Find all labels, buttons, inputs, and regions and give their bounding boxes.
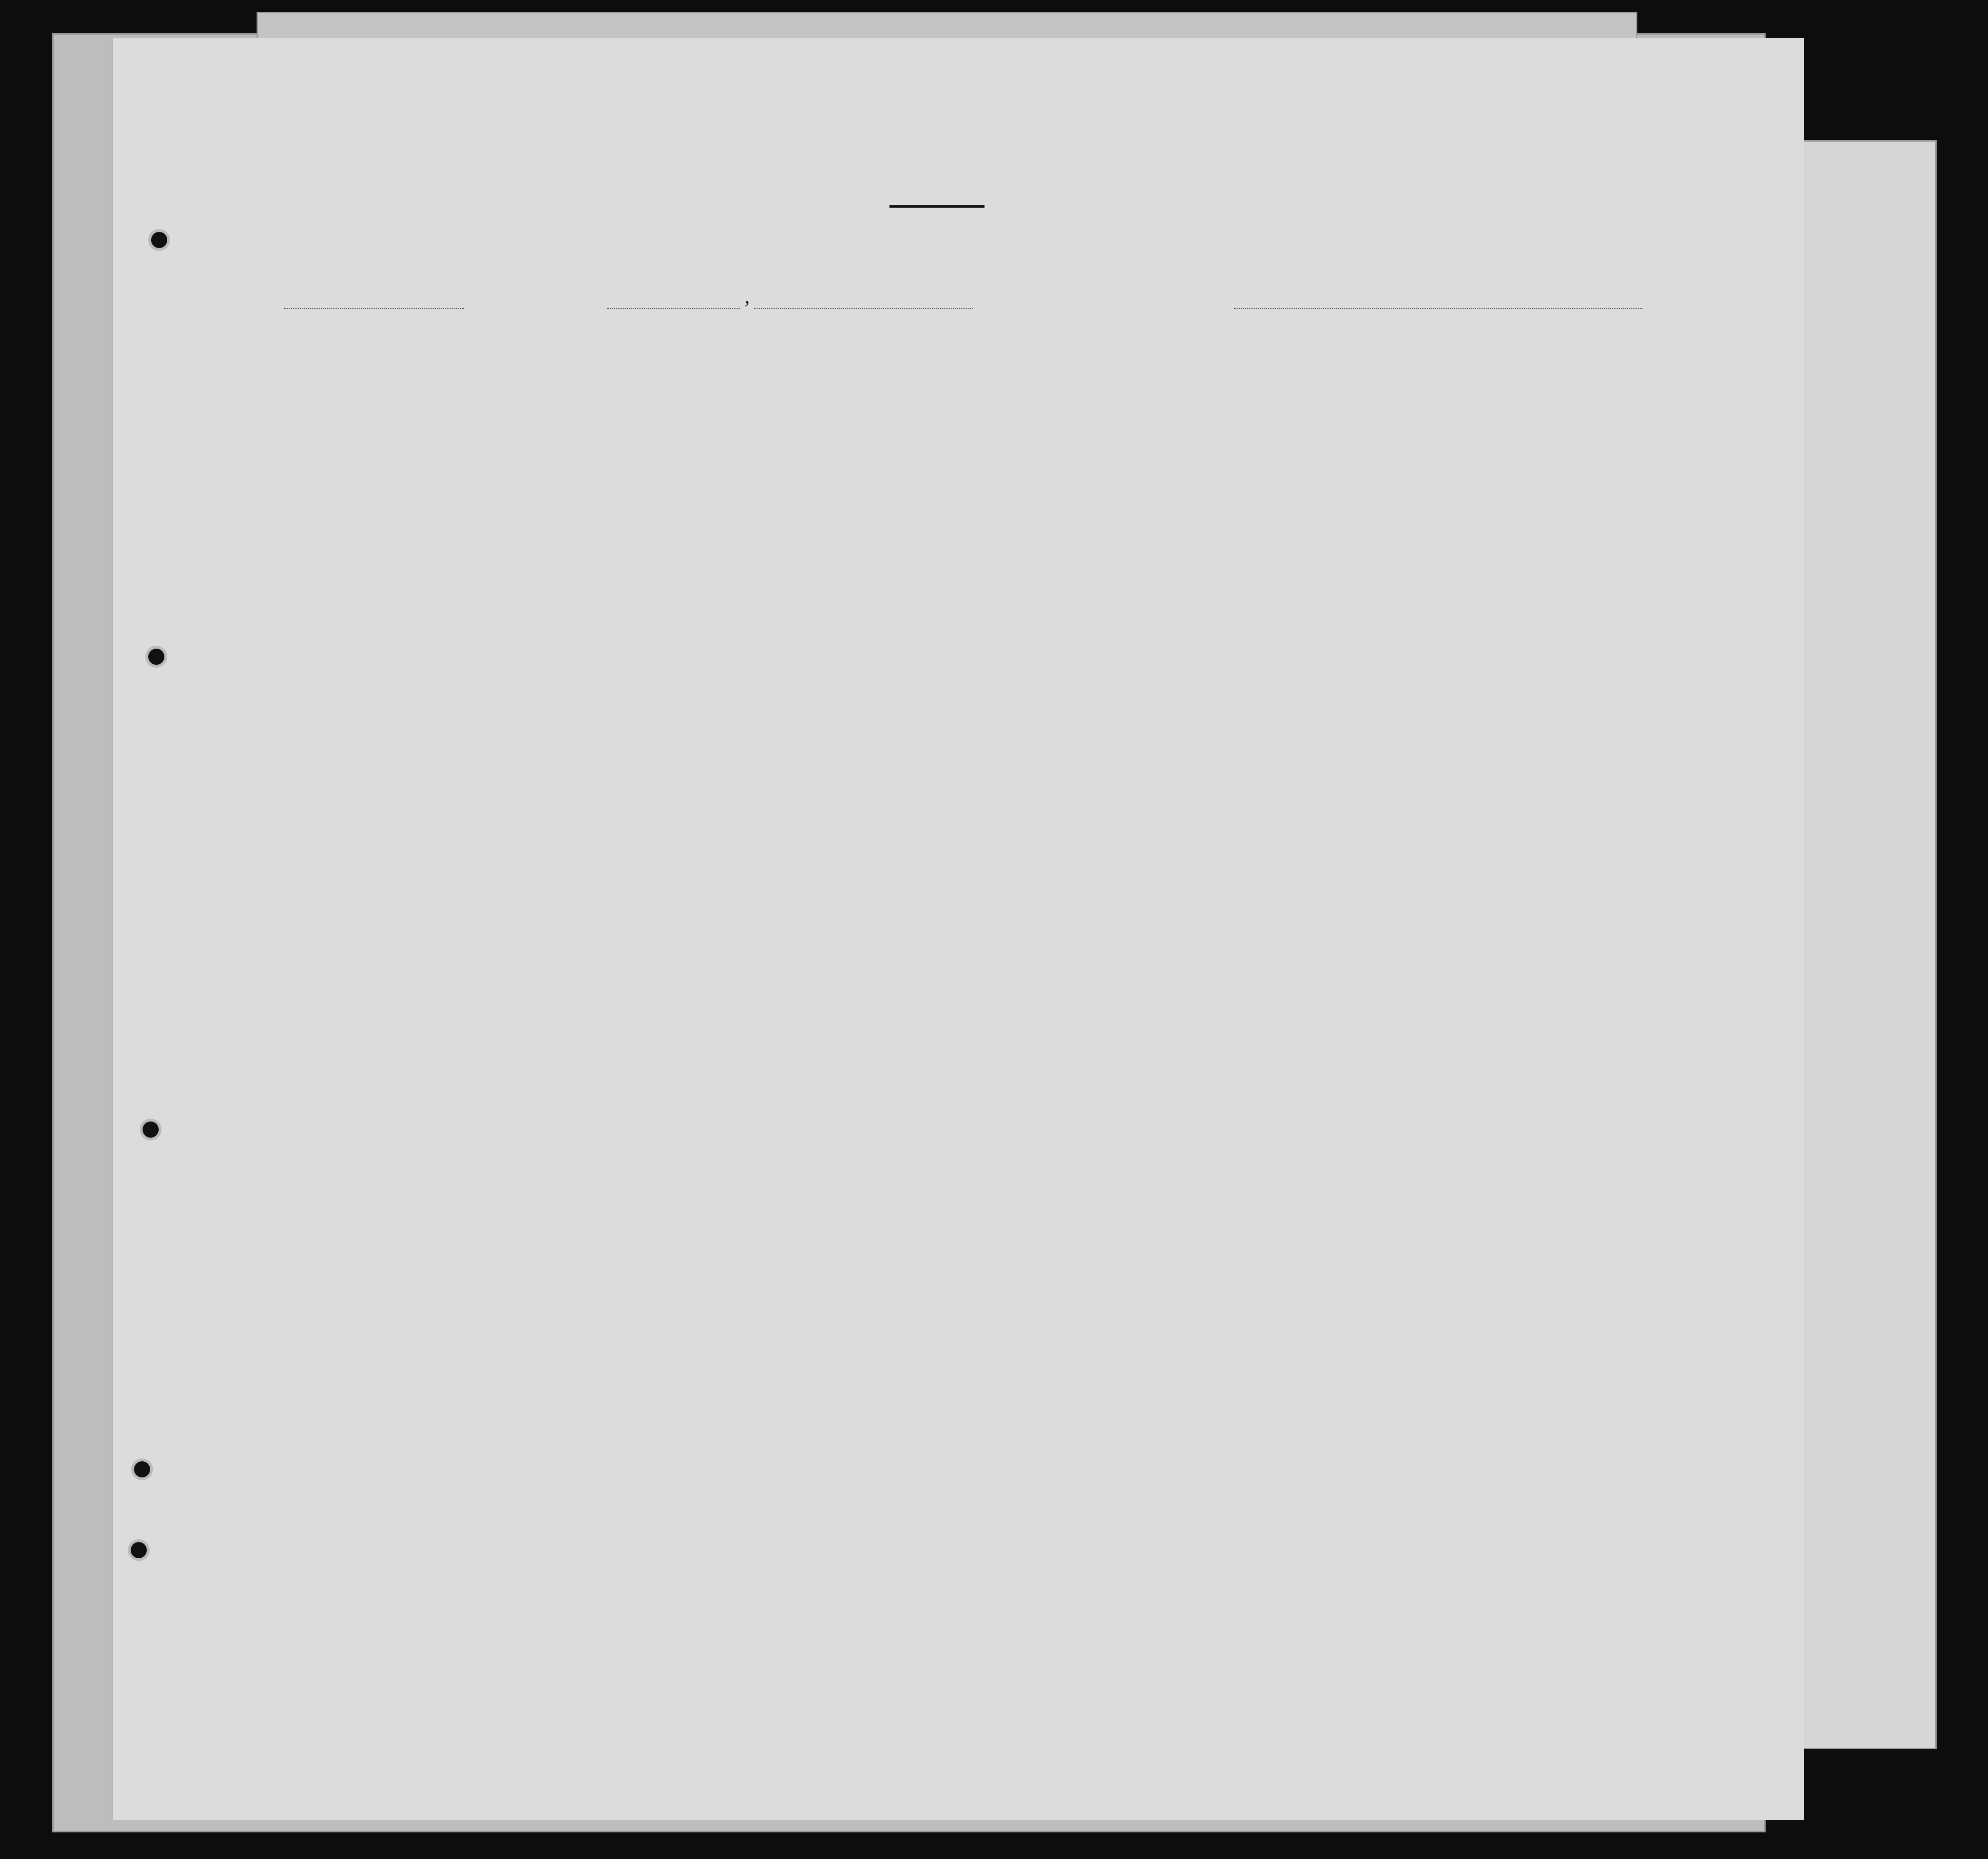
hole-punch [134,1461,150,1477]
hole-punch [131,1542,147,1558]
hole-punch [148,649,164,665]
hole-punch [151,232,167,248]
comma-separator: , [745,285,750,308]
hole-punch [143,1121,159,1138]
